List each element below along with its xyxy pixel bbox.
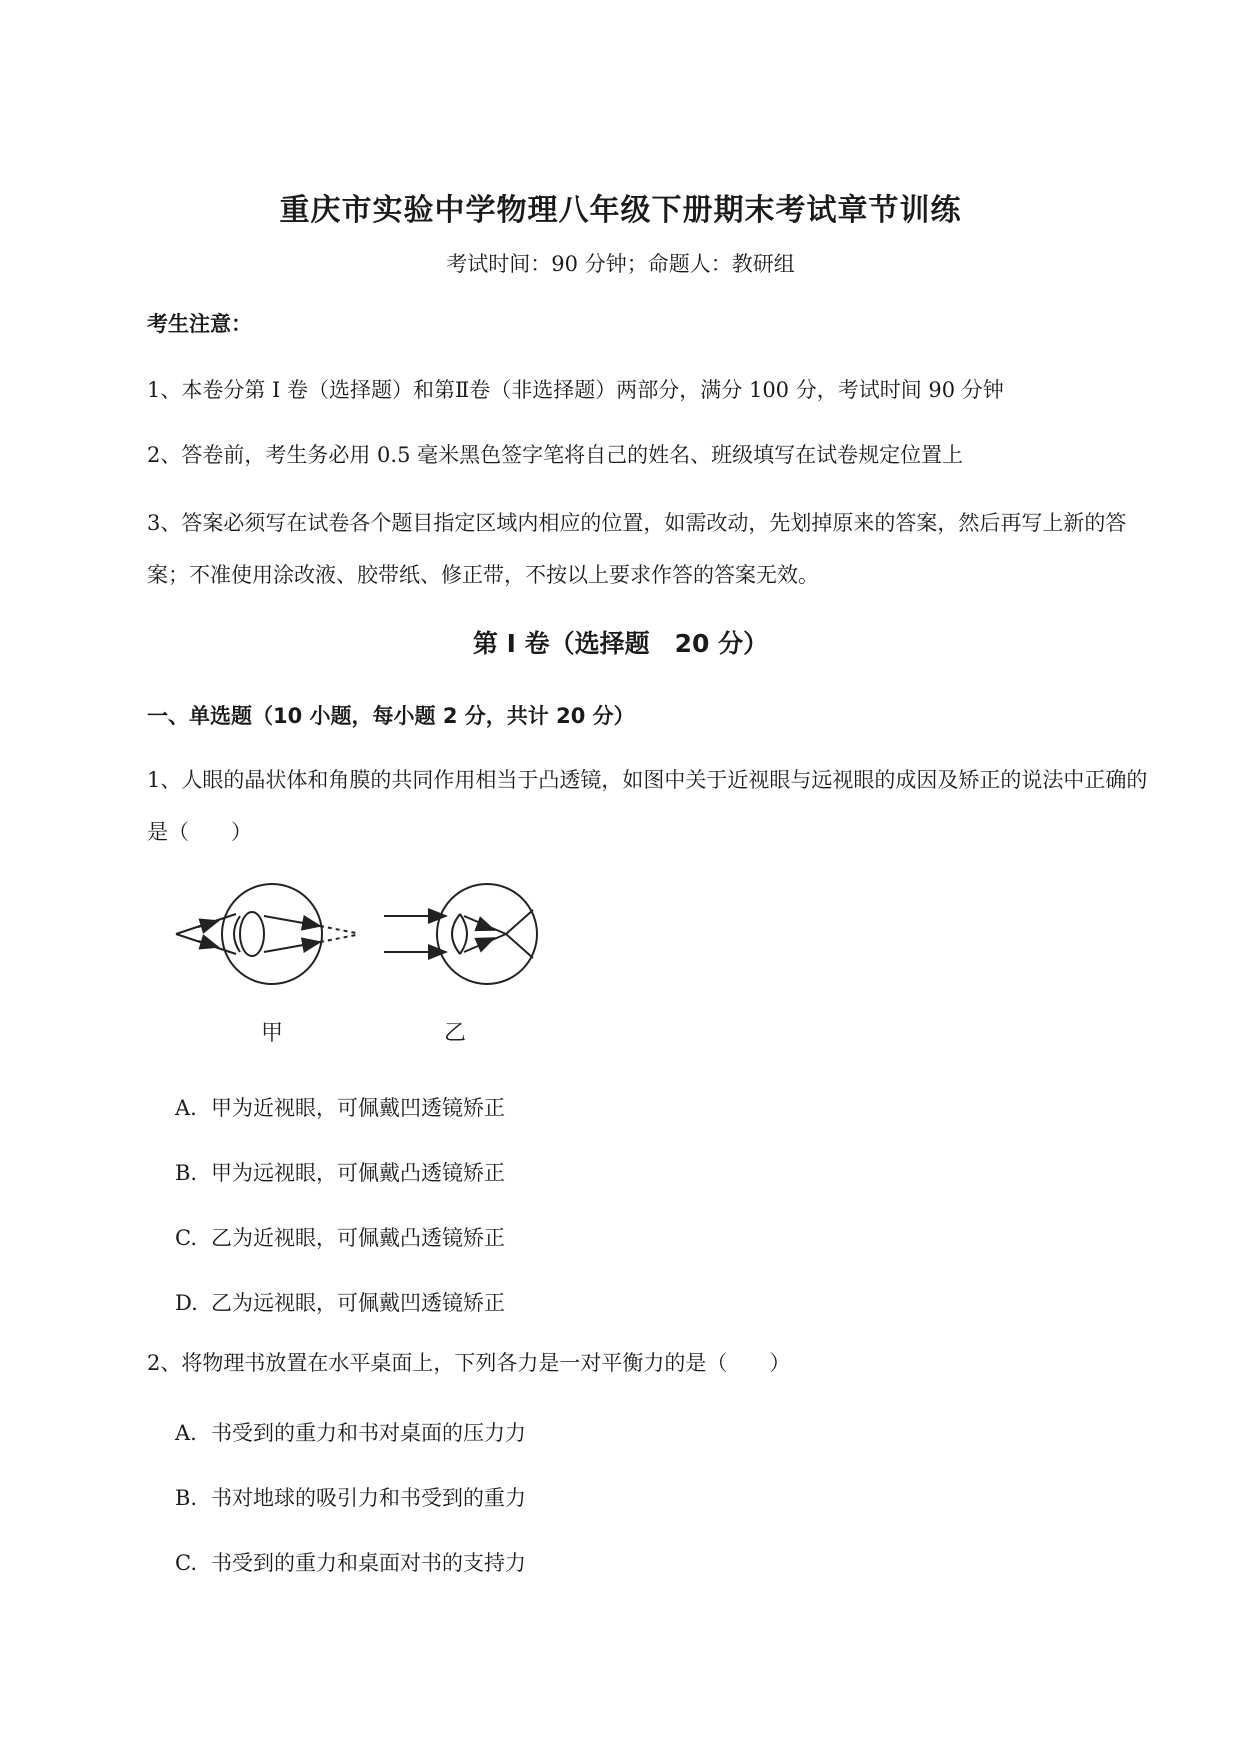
notice-heading: 考生注意： [147,312,252,336]
option-text: 书受到的重力和桌面对书的支持力 [211,1551,526,1575]
option-text: 甲为远视眼，可佩戴凸透镜矫正 [211,1161,505,1185]
figure-label-left: 甲 [260,1021,284,1046]
option-label: A. [175,1096,197,1120]
option-label: B. [175,1486,198,1510]
option-label: C. [175,1551,197,1575]
figure-label-right: 乙 [443,1021,467,1046]
option-label: A. [175,1421,197,1445]
option-text: 书受到的重力和书对桌面的压力力 [211,1421,526,1445]
section-title: 第 I 卷（选择题 20 分） [472,629,769,658]
option-d[interactable] [175,1287,505,1317]
option-b[interactable] [175,1482,526,1512]
notice-item: 2、答卷前，考生务必用 0.5 毫米黑色签字笔将自己的姓名、班级填写在试卷规定位置上 [147,443,964,467]
option-c[interactable] [175,1222,505,1252]
question-stem: 2、将物理书放置在水平桌面上，下列各力是一对平衡力的是（ ） [147,1351,791,1375]
option-c[interactable] [175,1547,526,1577]
notice-item: 1、本卷分第 I 卷（选择题）和第Ⅱ卷（非选择题）两部分，满分 100 分，考试时间 90 分钟 [147,378,1004,402]
page-title: 重庆市实验中学物理八年级下册期末考试章节训练 [279,193,962,228]
option-text: 乙为远视眼，可佩戴凹透镜矫正 [211,1291,505,1315]
option-label: C. [175,1226,197,1250]
option-a[interactable] [175,1092,505,1122]
option-text: 乙为近视眼，可佩戴凸透镜矫正 [211,1226,505,1250]
eye-right [384,884,537,984]
question-stem: 1、人眼的晶状体和角膜的共同作用相当于凸透镜，如图中关于近视眼与远视眼的成因及矫正的说法中正确的是（ ） [147,768,1148,844]
option-text: 甲为近视眼，可佩戴凹透镜矫正 [211,1096,505,1120]
option-a[interactable] [175,1417,526,1447]
exam-info: 考试时间：90 分钟；命题人：教研组 [446,252,795,276]
option-label: B. [175,1161,198,1185]
part-heading: 一、单选题（10 小题，每小题 2 分，共计 20 分） [147,704,635,728]
option-label: D. [175,1291,198,1315]
eye-left [176,884,356,984]
option-text: 书对地球的吸引力和书受到的重力 [211,1486,526,1510]
notice-item: 3、答案必须写在试卷各个题目指定区域内相应的位置，如需改动，先划掉原来的答案，然后再写上新的答案；不准使用涂改液、胶带纸、修正带，不按以上要求作答的答案无效。 [147,511,1127,587]
option-b[interactable] [175,1157,505,1187]
eye-diagram [168,880,548,1060]
